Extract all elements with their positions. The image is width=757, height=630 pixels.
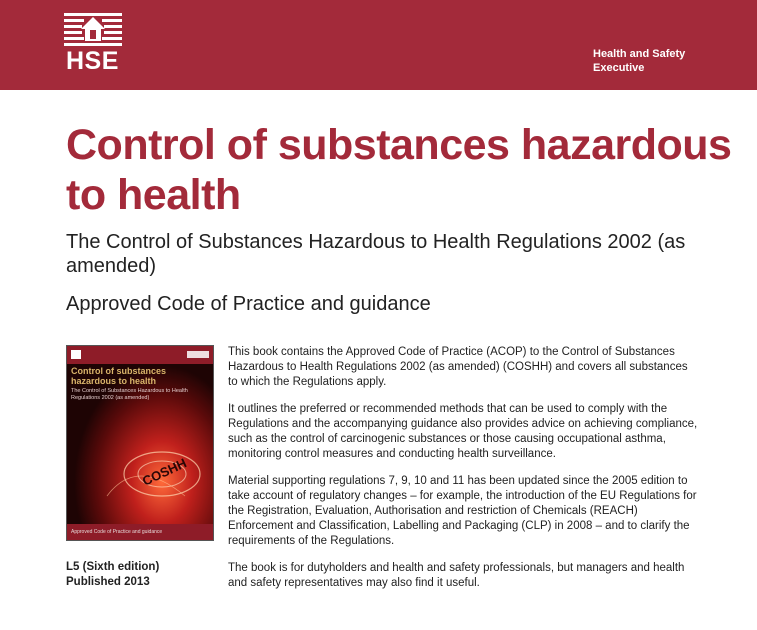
hse-logo-text: HSE xyxy=(66,47,119,75)
organisation-name-line2: Executive xyxy=(593,62,645,74)
cover-title: Control of substances hazardous to health xyxy=(71,366,167,386)
organisation-name xyxy=(593,47,685,75)
book-cover-image xyxy=(66,345,214,541)
hse-logo xyxy=(64,13,126,75)
header-banner xyxy=(0,0,757,90)
cover-subtitle: The Control of Substances Hazardous to Health Regulations 2002 (as amended) xyxy=(71,388,188,401)
paragraph-3: Material supporting regulations 7, 9, 10 and 11 has been updated since the 2005 edition to take account of regulatory changes – for example, the introduction of the EU Regulations for the Registration, Evaluation, Authorisation and restriction of Chemicals (REACH) Enforcement and Classification, Labelling and Packaging (CLP) in 2008 – and to clarify the requirements of the Regulations. xyxy=(228,475,697,547)
document-subtitle: The Control of Substances Hazardous to Health Regulations 2002 (as amended) xyxy=(66,231,686,277)
paragraph-4: The book is for dutyholders and health and safety professionals, but managers and health and safety representatives may also find it useful. xyxy=(228,562,685,589)
organisation-name-line1: Health and Safety xyxy=(593,48,686,60)
cover-coshh-label: COSHH xyxy=(139,455,189,489)
document-title: Control of substances hazardous to health xyxy=(66,121,732,219)
published-year: Published 2013 xyxy=(66,576,150,588)
document-subtitle-acop: Approved Code of Practice and guidance xyxy=(66,293,431,315)
paragraph-2: It outlines the preferred or recommended methods that can be used to comply with the Regulations and the accompanying guidance also provides advice on achieving compliance, such as the control of carcinogenic substances or those causing occupational asthma, monitoring control measures and conducting health surveillance. xyxy=(228,403,698,460)
description-text xyxy=(228,345,698,603)
hse-emblem-icon xyxy=(64,13,122,49)
edition-label: L5 (Sixth edition) xyxy=(66,561,160,573)
edition-info xyxy=(66,560,159,590)
cover-footer: Approved Code of Practice and guidance xyxy=(71,529,163,535)
paragraph-1: This book contains the Approved Code of Practice (ACOP) to the Control of Substances Hazardous to Health Regulations 2002 (as amended) (COSHH) and covers all substances to which the Regulations apply. xyxy=(228,346,688,388)
